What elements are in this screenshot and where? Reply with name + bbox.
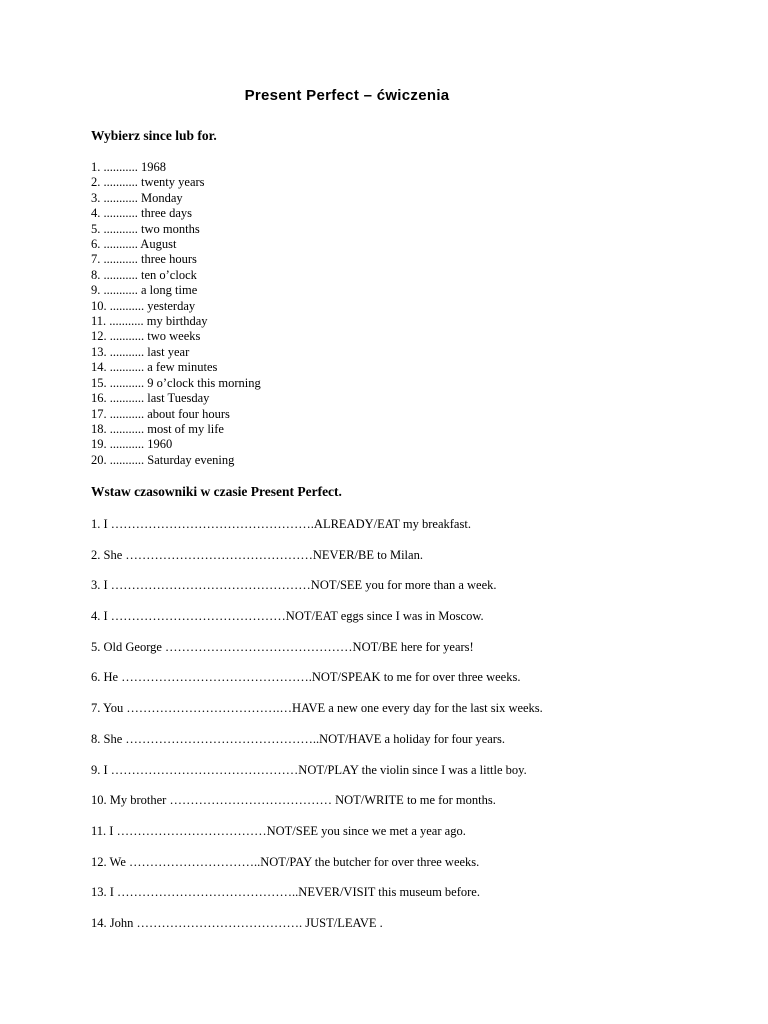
exercise-item: 11. ........... my birthday — [91, 314, 208, 329]
exercise-item: 16. ........... last Tuesday — [91, 391, 210, 406]
exercise-item: 1. ........... 1968 — [91, 160, 166, 174]
exercise-item: 17. ........... about four hours — [91, 406, 230, 421]
exercise-item: 5. ........... two months — [91, 221, 200, 236]
exercise-sentence: 1. I ………………………………………….ALREADY/EAT my breakfast. — [91, 517, 471, 531]
exercise-item: 2. ........... twenty years — [91, 175, 205, 190]
exercise-sentence: 6. He ……………………………………….NOT/SPEAK to me for over three weeks. — [91, 670, 521, 685]
exercise-item: 19. ........... 1960 — [91, 437, 173, 452]
exercise-item: 14. ........... a few minutes — [91, 360, 218, 375]
exercise-item: 18. ........... most of my life — [91, 421, 224, 436]
exercise-sentence: 9. I ………………………………………NOT/PLAY the violin since I was a little boy. — [91, 762, 527, 777]
exercise-item: 15. ........... 9 o’clock this morning — [91, 375, 261, 390]
exercise-item: 12. ........... two weeks — [91, 329, 201, 344]
exercise-sentence: 2. She ………………………………………NEVER/BE to Milan. — [91, 547, 423, 562]
since-for-exercise-list — [91, 160, 261, 468]
exercise-sentence: 10. My brother ………………………………… NOT/WRITE to me for months. — [91, 793, 496, 808]
page-title: Present Perfect – ćwiczenia — [244, 87, 450, 104]
exercise-sentence: 7. You ……………………………….…HAVE a new one every day for the last six weeks. — [91, 701, 543, 716]
exercise-sentence: 4. I ……………………………………NOT/EAT eggs since I was in Moscow. — [91, 609, 484, 624]
exercise-sentence: 11. I ………………………………NOT/SEE you since we met a year ago. — [91, 823, 466, 838]
exercise-sentence: 12. We …………………………..NOT/PAY the butcher for over three weeks. — [91, 854, 480, 869]
exercise-item: 10. ........... yesterday — [91, 298, 196, 313]
exercise-item: 6. ........... August — [91, 237, 177, 252]
exercise-item: 7. ........... three hours — [91, 252, 197, 267]
exercise-item: 13. ........... last year — [91, 344, 190, 359]
exercise-sentence: 8. She ………………………………………..NOT/HAVE a holiday for four years. — [91, 731, 505, 746]
section1-heading: Wybierz since lub for. — [91, 128, 217, 143]
exercise-sentence: 5. Old George ………………………………………NOT/BE here for years! — [91, 639, 474, 654]
section2-heading: Wstaw czasowniki w czasie Present Perfect. — [91, 484, 342, 499]
exercise-sentence: 14. John …………………………………. JUST/LEAVE . — [91, 915, 383, 930]
exercise-item: 4. ........... three days — [91, 206, 193, 221]
exercise-item: 3. ........... Monday — [91, 190, 183, 205]
present-perfect-exercise-list — [91, 516, 543, 946]
exercise-sentence: 13. I ……………………………………..NEVER/VISIT this museum before. — [91, 885, 480, 900]
exercise-sentence: 3. I …………………………………………NOT/SEE you for more than a week. — [91, 578, 497, 593]
exercise-item: 20. ........... Saturday evening — [91, 452, 235, 467]
exercise-item: 8. ........... ten o’clock — [91, 267, 197, 282]
exercise-item: 9. ........... a long time — [91, 283, 198, 298]
